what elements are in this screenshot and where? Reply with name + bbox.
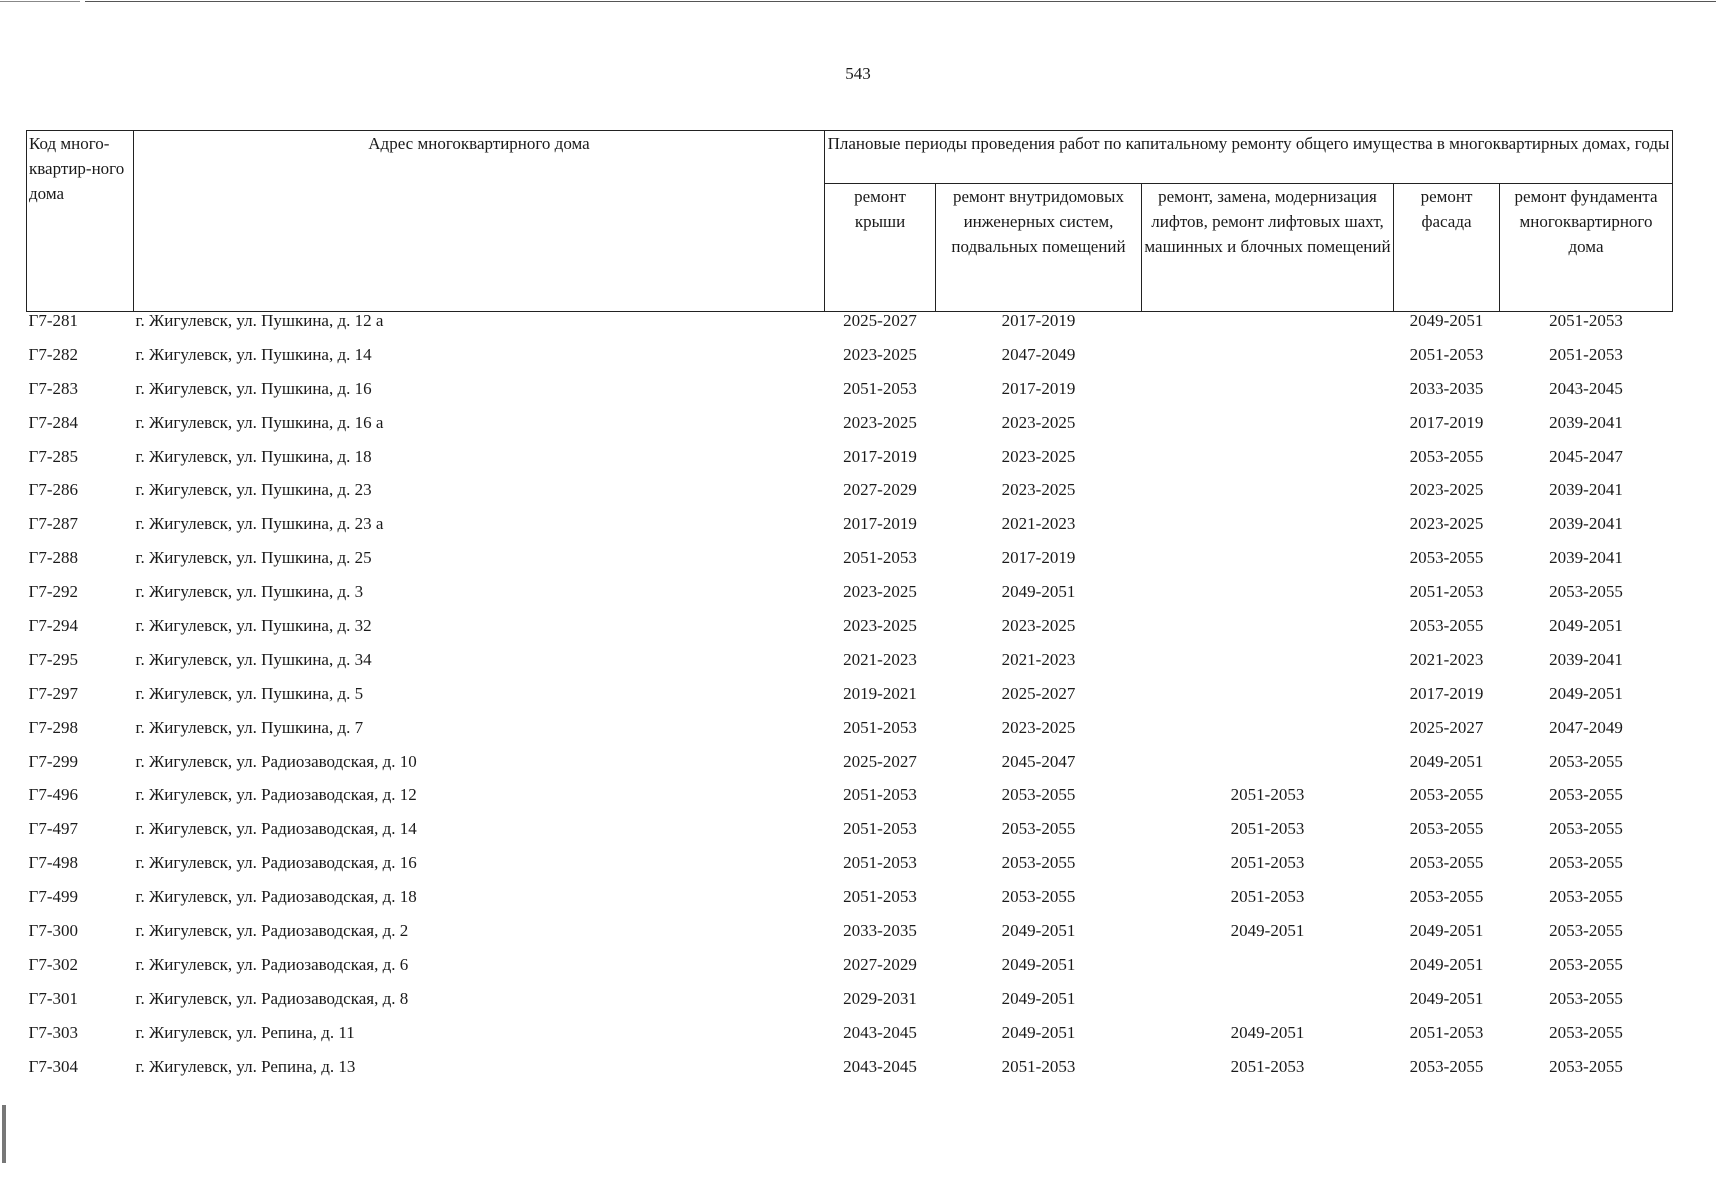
foundation-cell: 2043-2045 (1549, 379, 1623, 398)
facade-cell: 2053-2055 (1409, 786, 1484, 805)
code-cell: Г7-288 (28, 549, 78, 568)
lifts-cell: 2051-2053 (1230, 1057, 1305, 1076)
code-cell: Г7-295 (28, 650, 78, 669)
table-row (27, 346, 1673, 380)
lifts-cell (1142, 515, 1394, 549)
address-cell: г. Жигулевск, ул. Пушкина, д. 25 (135, 549, 372, 568)
table-row (27, 1024, 1673, 1058)
roof-cell: 2051-2053 (843, 820, 917, 839)
table-body (27, 312, 1673, 1092)
systems-cell: 2045-2047 (1001, 752, 1076, 771)
table-row (27, 1058, 1673, 1092)
systems-cell: 2049-2051 (1001, 922, 1076, 941)
foundation-cell: 2047-2049 (1549, 718, 1623, 737)
table-row (27, 888, 1673, 922)
table-row (27, 820, 1673, 854)
systems-cell: 2023-2025 (1001, 413, 1076, 432)
address-cell: г. Жигулевск, ул. Пушкина, д. 14 (135, 345, 372, 364)
roof-cell: 2017-2019 (843, 515, 917, 534)
top-border-line-left (0, 1, 80, 2)
roof-cell: 2023-2025 (843, 583, 917, 602)
facade-cell: 2033-2035 (1409, 379, 1484, 398)
table-row (27, 685, 1673, 719)
code-cell: Г7-303 (28, 1023, 78, 1042)
roof-cell: 2027-2029 (843, 481, 917, 500)
header-facade: ремонт фасада (1394, 184, 1500, 312)
roof-cell: 2043-2045 (843, 1023, 917, 1042)
lifts-cell (1142, 685, 1394, 719)
address-cell: г. Жигулевск, ул. Радиозаводская, д. 10 (135, 752, 417, 771)
lifts-cell (1142, 481, 1394, 515)
address-cell: г. Жигулевск, ул. Пушкина, д. 18 (135, 447, 372, 466)
roof-cell: 2027-2029 (843, 955, 917, 974)
roof-cell: 2051-2053 (843, 888, 917, 907)
repair-schedule-table (26, 130, 1673, 1091)
foundation-cell: 2053-2055 (1549, 888, 1623, 907)
systems-cell: 2049-2051 (1001, 1023, 1076, 1042)
systems-cell: 2017-2019 (1001, 379, 1076, 398)
foundation-cell: 2051-2053 (1549, 311, 1623, 330)
systems-cell: 2051-2053 (1001, 1057, 1076, 1076)
address-cell: г. Жигулевск, ул. Пушкина, д. 23 (135, 481, 372, 500)
roof-cell: 2023-2025 (843, 345, 917, 364)
top-border-line (85, 1, 1716, 2)
systems-cell: 2053-2055 (1001, 854, 1076, 873)
foundation-cell: 2049-2051 (1549, 684, 1623, 703)
address-cell: г. Жигулевск, ул. Радиозаводская, д. 14 (135, 820, 417, 839)
foundation-cell: 2053-2055 (1549, 922, 1623, 941)
facade-cell: 2051-2053 (1409, 583, 1484, 602)
lifts-cell (1142, 549, 1394, 583)
code-cell: Г7-300 (28, 922, 78, 941)
roof-cell: 2023-2025 (843, 617, 917, 636)
code-cell: Г7-299 (28, 752, 78, 771)
systems-cell: 2023-2025 (1001, 617, 1076, 636)
address-cell: г. Жигулевск, ул. Пушкина, д. 16 (135, 379, 372, 398)
table-row (27, 583, 1673, 617)
foundation-cell: 2053-2055 (1549, 955, 1623, 974)
address-cell: г. Жигулевск, ул. Пушкина, д. 7 (135, 718, 364, 737)
code-cell: Г7-304 (28, 1057, 78, 1076)
facade-cell: 2017-2019 (1409, 684, 1484, 703)
systems-cell: 2047-2049 (1001, 345, 1076, 364)
code-cell: Г7-286 (28, 481, 78, 500)
lifts-cell (1142, 448, 1394, 482)
foundation-cell: 2039-2041 (1549, 515, 1623, 534)
facade-cell: 2053-2055 (1409, 1057, 1484, 1076)
roof-cell: 2051-2053 (843, 379, 917, 398)
roof-cell: 2023-2025 (843, 413, 917, 432)
address-cell: г. Жигулевск, ул. Радиозаводская, д. 2 (135, 922, 409, 941)
facade-cell: 2017-2019 (1409, 413, 1484, 432)
lifts-cell: 2049-2051 (1230, 922, 1305, 941)
header-planned-periods: Плановые периоды проведения работ по капитальному ремонту общего имущества в многоквартирных домах, годы (825, 131, 1673, 184)
table-row (27, 786, 1673, 820)
roof-cell: 2051-2053 (843, 854, 917, 873)
foundation-cell: 2051-2053 (1549, 345, 1623, 364)
code-cell: Г7-297 (28, 684, 78, 703)
facade-cell: 2049-2051 (1409, 311, 1484, 330)
code-cell: Г7-498 (28, 854, 78, 873)
roof-cell: 2033-2035 (843, 922, 917, 941)
systems-cell: 2025-2027 (1001, 684, 1076, 703)
facade-cell: 2023-2025 (1409, 515, 1484, 534)
lifts-cell (1142, 651, 1394, 685)
foundation-cell: 2039-2041 (1549, 481, 1623, 500)
foundation-cell: 2053-2055 (1549, 989, 1623, 1008)
systems-cell: 2049-2051 (1001, 583, 1076, 602)
systems-cell: 2023-2025 (1001, 447, 1076, 466)
table-row (27, 922, 1673, 956)
address-cell: г. Жигулевск, ул. Пушкина, д. 23 а (135, 515, 384, 534)
roof-cell: 2021-2023 (843, 650, 917, 669)
address-cell: г. Жигулевск, ул. Пушкина, д. 32 (135, 617, 372, 636)
facade-cell: 2053-2055 (1409, 549, 1484, 568)
header-lifts: ремонт, замена, модернизация лифтов, ремонт лифтовых шахт, машинных и блочных помещений (1142, 184, 1394, 312)
systems-cell: 2023-2025 (1001, 481, 1076, 500)
roof-cell: 2043-2045 (843, 1057, 917, 1076)
facade-cell: 2049-2051 (1409, 989, 1484, 1008)
facade-cell: 2025-2027 (1409, 718, 1484, 737)
address-cell: г. Жигулевск, ул. Радиозаводская, д. 12 (135, 786, 417, 805)
lifts-cell (1142, 346, 1394, 380)
header-code: Код много-квартир-ного дома (27, 131, 134, 312)
facade-cell: 2049-2051 (1409, 752, 1484, 771)
foundation-cell: 2053-2055 (1549, 583, 1623, 602)
page-number: 543 (845, 64, 871, 83)
code-cell: Г7-285 (28, 447, 78, 466)
systems-cell: 2017-2019 (1001, 549, 1076, 568)
code-cell: Г7-283 (28, 379, 78, 398)
code-cell: Г7-499 (28, 888, 78, 907)
facade-cell: 2053-2055 (1409, 820, 1484, 839)
foundation-cell: 2053-2055 (1549, 1057, 1623, 1076)
code-cell: Г7-301 (28, 989, 78, 1008)
systems-cell: 2049-2051 (1001, 989, 1076, 1008)
address-cell: г. Жигулевск, ул. Пушкина, д. 16 а (135, 413, 384, 432)
foundation-cell: 2053-2055 (1549, 1023, 1623, 1042)
lifts-cell (1142, 753, 1394, 787)
scan-edge-mark (2, 1105, 6, 1163)
code-cell: Г7-287 (28, 515, 78, 534)
code-cell: Г7-294 (28, 617, 78, 636)
table-row (27, 515, 1673, 549)
address-cell: г. Жигулевск, ул. Радиозаводская, д. 8 (135, 989, 409, 1008)
lifts-cell: 2051-2053 (1230, 888, 1305, 907)
table-row (27, 380, 1673, 414)
table-row (27, 753, 1673, 787)
table-row (27, 854, 1673, 888)
address-cell: г. Жигулевск, ул. Пушкина, д. 3 (135, 583, 364, 602)
code-cell: Г7-302 (28, 955, 78, 974)
systems-cell: 2053-2055 (1001, 820, 1076, 839)
lifts-cell (1142, 380, 1394, 414)
roof-cell: 2029-2031 (843, 989, 917, 1008)
table-row (27, 719, 1673, 753)
facade-cell: 2049-2051 (1409, 955, 1484, 974)
code-cell: Г7-292 (28, 583, 78, 602)
table-row (27, 312, 1673, 346)
header-roof: ремонт крыши (825, 184, 936, 312)
roof-cell: 2017-2019 (843, 447, 917, 466)
lifts-cell (1142, 583, 1394, 617)
lifts-cell (1142, 990, 1394, 1024)
lifts-cell: 2049-2051 (1230, 1023, 1305, 1042)
lifts-cell: 2051-2053 (1230, 786, 1305, 805)
code-cell: Г7-497 (28, 820, 78, 839)
table-row (27, 414, 1673, 448)
lifts-cell (1142, 414, 1394, 448)
roof-cell: 2051-2053 (843, 549, 917, 568)
systems-cell: 2021-2023 (1001, 650, 1076, 669)
foundation-cell: 2039-2041 (1549, 549, 1623, 568)
foundation-cell: 2049-2051 (1549, 617, 1623, 636)
foundation-cell: 2045-2047 (1549, 447, 1623, 466)
table-row (27, 448, 1673, 482)
table-row (27, 549, 1673, 583)
lifts-cell: 2051-2053 (1230, 820, 1305, 839)
systems-cell: 2017-2019 (1001, 311, 1076, 330)
address-cell: г. Жигулевск, ул. Пушкина, д. 34 (135, 650, 372, 669)
systems-cell: 2053-2055 (1001, 888, 1076, 907)
address-cell: г. Жигулевск, ул. Пушкина, д. 5 (135, 684, 364, 703)
facade-cell: 2053-2055 (1409, 447, 1484, 466)
lifts-cell (1142, 956, 1394, 990)
foundation-cell: 2053-2055 (1549, 820, 1623, 839)
code-cell: Г7-298 (28, 718, 78, 737)
roof-cell: 2025-2027 (843, 752, 917, 771)
roof-cell: 2025-2027 (843, 311, 917, 330)
code-cell: Г7-281 (28, 311, 78, 330)
systems-cell: 2023-2025 (1001, 718, 1076, 737)
code-cell: Г7-282 (28, 345, 78, 364)
facade-cell: 2053-2055 (1409, 617, 1484, 636)
header-foundation: ремонт фундамента многоквартирного дома (1500, 184, 1673, 312)
header-systems: ремонт внутридомовых инженерных систем, подвальных помещений (936, 184, 1142, 312)
facade-cell: 2023-2025 (1409, 481, 1484, 500)
facade-cell: 2051-2053 (1409, 1023, 1484, 1042)
code-cell: Г7-284 (28, 413, 78, 432)
foundation-cell: 2053-2055 (1549, 786, 1623, 805)
facade-cell: 2053-2055 (1409, 888, 1484, 907)
facade-cell: 2021-2023 (1409, 650, 1484, 669)
roof-cell: 2019-2021 (843, 684, 917, 703)
roof-cell: 2051-2053 (843, 718, 917, 737)
code-cell: Г7-496 (28, 786, 78, 805)
lifts-cell (1142, 312, 1394, 346)
table-row (27, 481, 1673, 515)
foundation-cell: 2039-2041 (1549, 650, 1623, 669)
facade-cell: 2051-2053 (1409, 345, 1484, 364)
lifts-cell (1142, 617, 1394, 651)
foundation-cell: 2039-2041 (1549, 413, 1623, 432)
header-address: Адрес многоквартирного дома (134, 131, 825, 312)
systems-cell: 2021-2023 (1001, 515, 1076, 534)
systems-cell: 2053-2055 (1001, 786, 1076, 805)
address-cell: г. Жигулевск, ул. Репина, д. 13 (135, 1057, 356, 1076)
table-row (27, 990, 1673, 1024)
address-cell: г. Жигулевск, ул. Пушкина, д. 12 а (135, 311, 384, 330)
table-row (27, 651, 1673, 685)
lifts-cell: 2051-2053 (1230, 854, 1305, 873)
address-cell: г. Жигулевск, ул. Репина, д. 11 (135, 1023, 355, 1042)
facade-cell: 2053-2055 (1409, 854, 1484, 873)
lifts-cell (1142, 719, 1394, 753)
table-row (27, 956, 1673, 990)
table-row (27, 617, 1673, 651)
foundation-cell: 2053-2055 (1549, 752, 1623, 771)
systems-cell: 2049-2051 (1001, 955, 1076, 974)
address-cell: г. Жигулевск, ул. Радиозаводская, д. 6 (135, 955, 409, 974)
facade-cell: 2049-2051 (1409, 922, 1484, 941)
address-cell: г. Жигулевск, ул. Радиозаводская, д. 16 (135, 854, 417, 873)
roof-cell: 2051-2053 (843, 786, 917, 805)
foundation-cell: 2053-2055 (1549, 854, 1623, 873)
address-cell: г. Жигулевск, ул. Радиозаводская, д. 18 (135, 888, 417, 907)
